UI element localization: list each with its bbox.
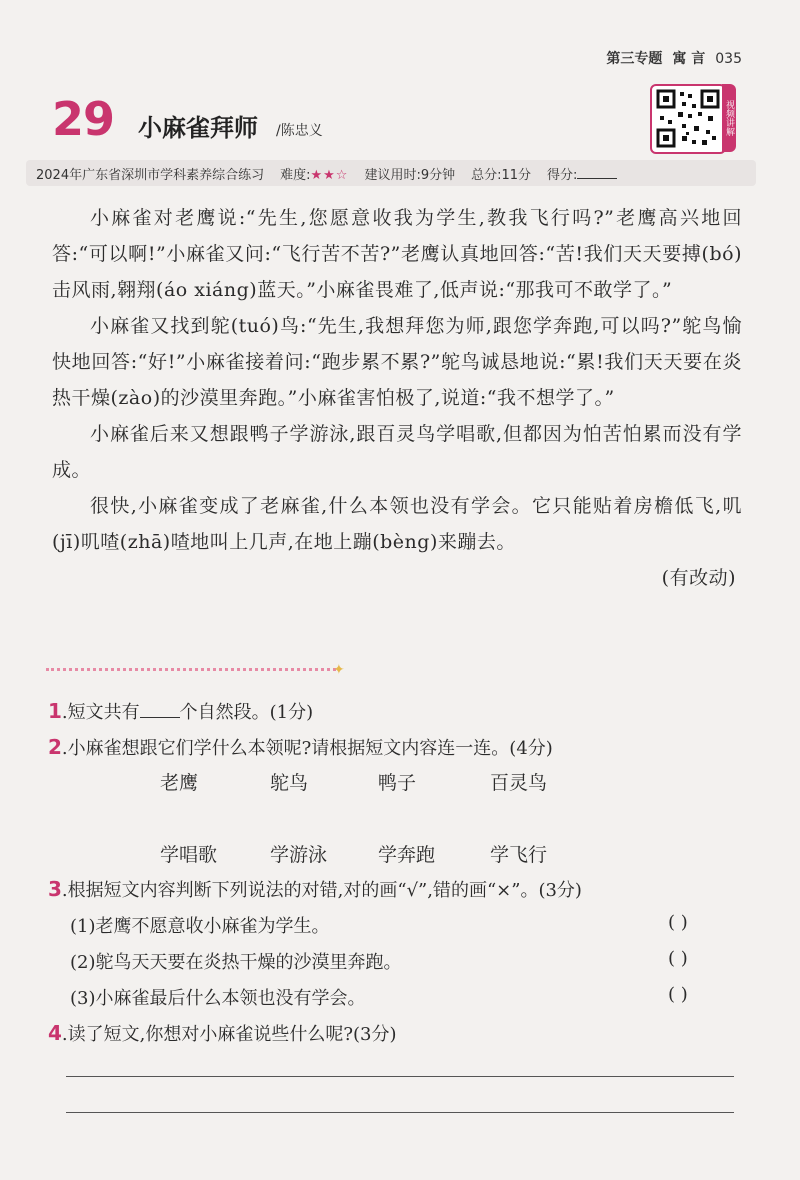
question-text: .短文共有	[61, 702, 140, 723]
animal-option[interactable]: 百灵鸟	[490, 772, 548, 794]
suggested-time: 建议用时:9分钟	[364, 167, 456, 183]
total-score: 总分:11分	[471, 167, 532, 183]
lesson-title: 小麻雀拜师	[138, 114, 258, 142]
page-header	[606, 48, 742, 68]
qr-code-icon[interactable]	[650, 84, 726, 154]
judgement-2: (2)鸵鸟天天要在炎热干燥的沙漠里奔跑。	[70, 952, 402, 973]
judgement-3: (3)小麻雀最后什么本领也没有学会。	[70, 988, 366, 1009]
lesson-author: /陈忠义	[276, 123, 323, 139]
question-number: 2	[48, 735, 62, 759]
difficulty	[280, 164, 348, 183]
paragraph-1: 小麻雀对老鹰说:“先生,您愿意收我为学生,教我飞行吗?”老鹰高兴地回答:“可以啊!”小麻雀又问:“飞行苦不苦?”老鹰认真地回答:“苦!我们天天要搏(bó)击风雨,翱翔(áo xiáng)蓝天。”小麻雀畏难了,低声说:“那我可不敢学了。”	[52, 207, 742, 301]
animal-option[interactable]: 鸭子	[378, 772, 417, 794]
topic-label: 寓 言	[672, 51, 706, 67]
judgement-answer-box[interactable]: ( )	[668, 948, 688, 969]
judgement-answer-box[interactable]: ( )	[668, 912, 688, 933]
skill-options	[0, 840, 800, 870]
animal-option[interactable]: 鸵鸟	[270, 772, 309, 794]
paragraph-2: 小麻雀又找到鸵(tuó)鸟:“先生,我想拜您为师,跟您学奔跑,可以吗?”鸵鸟愉快地回答:“好!”小麻雀接着问:“跑步累不累?”鸵鸟诚恳地说:“累!我们天天要在炎热干燥(zào)的沙漠里奔跑。”小麻雀害怕极了,说道:“我不想学了。”	[52, 315, 742, 409]
section-label: 第三专题	[606, 51, 663, 67]
score-label: 得分:	[547, 167, 578, 183]
answer-line[interactable]	[66, 1076, 734, 1077]
animal-option[interactable]: 老鹰	[160, 772, 199, 794]
question-number: 3	[48, 877, 62, 901]
question-1	[48, 698, 313, 724]
score-blank[interactable]	[577, 166, 617, 179]
skill-option[interactable]: 学飞行	[490, 844, 548, 866]
judgement-1: (1)老鹰不愿意收小麻雀为学生。	[70, 916, 330, 937]
passage	[52, 200, 742, 596]
difficulty-label: 难度:	[280, 167, 311, 183]
question-number: 1	[48, 699, 62, 723]
paragraph-3: 小麻雀后来又想跟鸭子学游泳,跟百灵鸟学唱歌,但都因为怕苦怕累而没有学成。	[52, 423, 742, 481]
lesson-number: 29	[52, 92, 115, 146]
qr-tag: 视频讲解	[722, 84, 736, 152]
animal-options	[0, 768, 800, 798]
paragraph-4: 很快,小麻雀变成了老麻雀,什么本领也没有学会。它只能贴着房檐低飞,叽(jī)叽喳(zhā)喳地叫上几声,在地上蹦(bèng)来蹦去。	[52, 495, 742, 553]
question-2	[48, 734, 553, 760]
judgement-answer-box[interactable]: ( )	[668, 984, 688, 1005]
question-text: .读了短文,你想对小麻雀说些什么呢?(3分)	[61, 1024, 397, 1045]
question-number: 4	[48, 1021, 62, 1045]
passage-source: (有改动)	[661, 567, 736, 589]
question-3	[48, 876, 582, 902]
score-field[interactable]	[547, 164, 617, 183]
section-divider	[46, 668, 336, 679]
question-text: 个自然段。(1分)	[179, 702, 314, 723]
star-icon: ✦	[333, 662, 345, 678]
page-number: 035	[715, 51, 742, 67]
answer-line[interactable]	[66, 1112, 734, 1113]
answer-blank[interactable]	[140, 703, 180, 718]
question-text: .根据短文内容判断下列说法的对错,对的画“√”,错的画“×”。(3分)	[61, 880, 582, 901]
exercise-source: 2024年广东省深圳市学科素养综合练习	[36, 167, 265, 183]
skill-option[interactable]: 学唱歌	[160, 844, 218, 866]
question-4	[48, 1020, 397, 1046]
difficulty-stars-icon: ★★☆	[310, 167, 349, 183]
info-bar	[26, 160, 756, 186]
skill-option[interactable]: 学游泳	[270, 844, 328, 866]
skill-option[interactable]: 学奔跑	[378, 844, 436, 866]
question-text: .小麻雀想跟它们学什么本领呢?请根据短文内容连一连。(4分)	[61, 738, 553, 759]
